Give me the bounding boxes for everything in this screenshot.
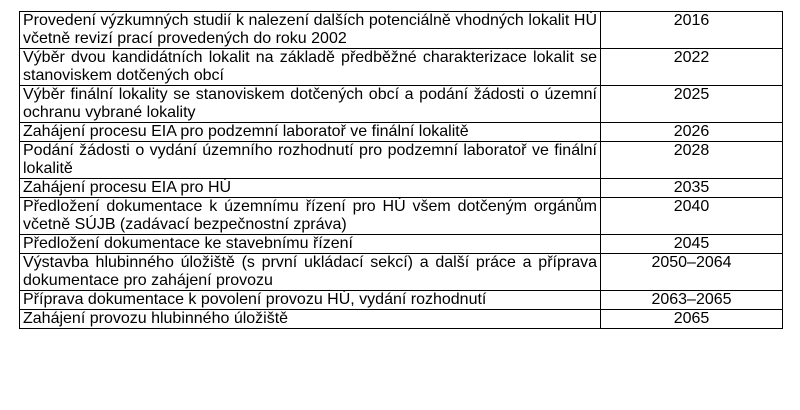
year-value: 2065 — [673, 310, 710, 327]
year-cell — [601, 310, 783, 329]
activity-cell: Výběr finální lokality se stanoviskem dotčených obcí a podání žádosti o územní ochranu vybrané lokality — [20, 86, 601, 123]
year-value: 2063–2065 — [651, 291, 732, 308]
table-row — [20, 235, 783, 254]
table-row — [20, 12, 783, 49]
year-cell — [601, 12, 783, 49]
table-row — [20, 86, 783, 123]
activity-cell: Podání žádosti o vydání územního rozhodnutí pro podzemní laboratoř ve finální lokalitě — [20, 142, 601, 179]
year-value: 2045 — [673, 235, 710, 252]
activity-cell: Výběr dvou kandidátních lokalit na základě předběžné charakterizace lokalit se stanoviskem dotčených obcí — [20, 49, 601, 86]
year-value: 2035 — [673, 179, 710, 196]
activity-cell: Zahájení procesu EIA pro podzemní laboratoř ve finální lokalitě — [20, 123, 601, 142]
year-cell — [601, 86, 783, 123]
year-value: 2050–2064 — [651, 254, 732, 271]
year-value: 2026 — [673, 123, 710, 140]
year-value: 2028 — [673, 142, 710, 159]
table-row — [20, 310, 783, 329]
year-cell — [601, 49, 783, 86]
activity-cell: Příprava dokumentace k povolení provozu HÚ, vydání rozhodnutí — [20, 291, 601, 310]
year-cell — [601, 142, 783, 179]
table-row — [20, 49, 783, 86]
year-value: 2022 — [673, 49, 710, 66]
activity-cell: Předložení dokumentace k územnímu řízení pro HÚ všem dotčeným orgánům včetně SÚJB (zadávací bezpečnostní zpráva) — [20, 198, 601, 235]
table-row — [20, 123, 783, 142]
year-value: 2016 — [673, 12, 710, 29]
activity-cell: Zahájení provozu hlubinného úložiště — [20, 310, 601, 329]
year-cell — [601, 179, 783, 198]
year-cell — [601, 123, 783, 142]
activity-cell: Předložení dokumentace ke stavebnímu řízení — [20, 235, 601, 254]
activity-cell: Výstavba hlubinného úložiště (s první ukládací sekcí) a další práce a příprava dokumentace pro zahájení provozu — [20, 254, 601, 291]
milestones-table — [19, 11, 783, 329]
table-row — [20, 291, 783, 310]
milestones-table-body — [20, 12, 783, 329]
year-value: 2040 — [673, 198, 710, 215]
year-cell — [601, 235, 783, 254]
table-row — [20, 179, 783, 198]
table-row — [20, 142, 783, 179]
year-cell — [601, 291, 783, 310]
table-row — [20, 198, 783, 235]
year-value: 2025 — [673, 86, 710, 103]
table-row — [20, 254, 783, 291]
activity-cell: Zahájení procesu EIA pro HÚ — [20, 179, 601, 198]
activity-cell: Provedení výzkumných studií k nalezení dalších potenciálně vhodných lokalit HÚ včetně revizí prací provedených do roku 2002 — [20, 12, 601, 49]
year-cell — [601, 198, 783, 235]
year-cell — [601, 254, 783, 291]
